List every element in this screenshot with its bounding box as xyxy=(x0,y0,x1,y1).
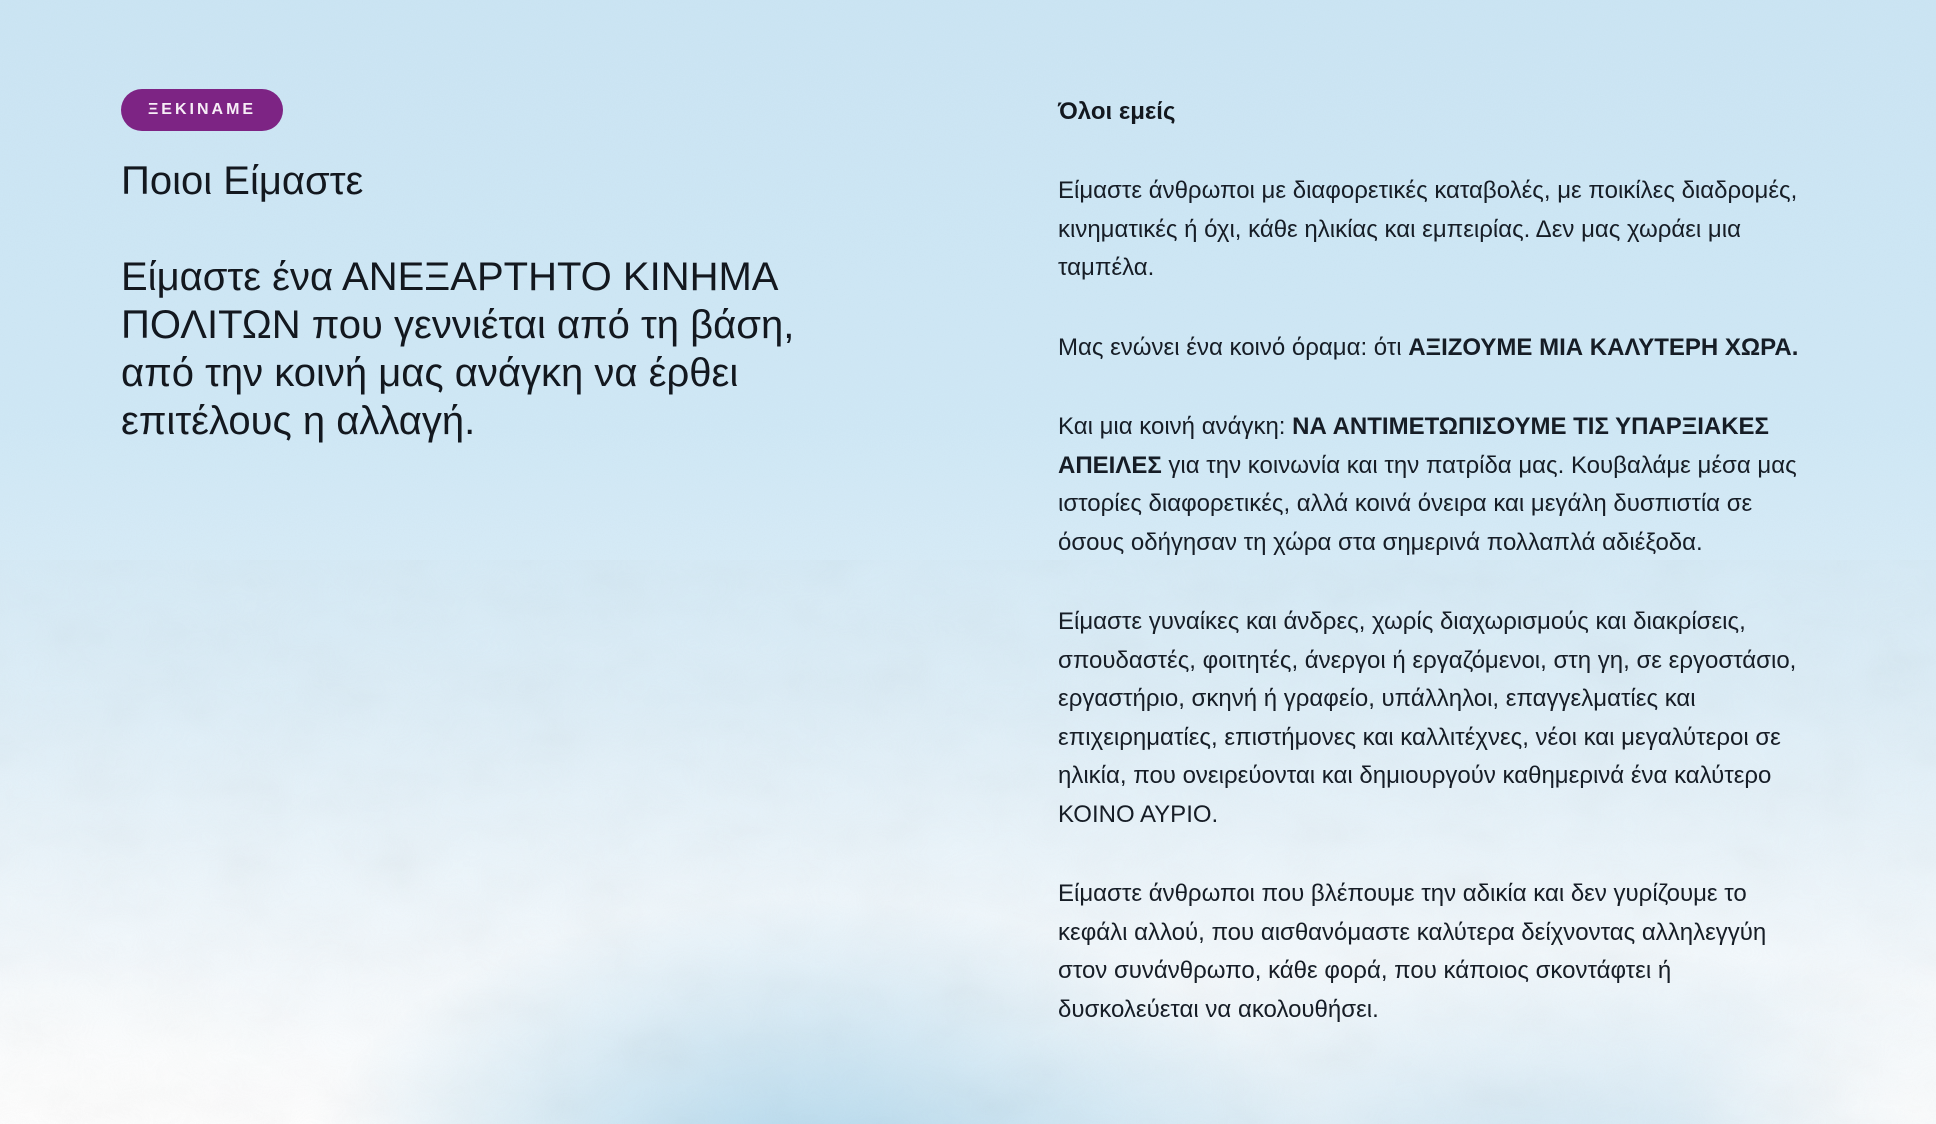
right-paragraphs xyxy=(1058,172,1813,1029)
text-run: Είμαστε γυναίκες και άνδρες, χωρίς διαχωρισμούς και διακρίσεις, σπουδαστές, φοιτητές, άνεργοι ή εργαζόμενοι, στη γη, σε εργοστάσιο, εργαστήριο, σκηνή ή γραφείο, υπάλληλοι, επαγγελματίες και επιχειρηματίες, επιστήμονες και καλλιτέχνες, νέοι και μεγαλύτεροι σε ηλικία, που ονειρεύονται και δημιουργούν καθημερινά ένα καλύτερο ΚΟΙΝΟ ΑΥΡΙΟ. xyxy=(1058,608,1797,828)
body-paragraph xyxy=(1058,329,1813,368)
section-heading: Όλοι εμείς xyxy=(1058,98,1176,125)
page-title: Ποιοι Είμαστε xyxy=(121,159,364,203)
body-paragraph xyxy=(1058,408,1813,562)
body-paragraph xyxy=(1058,603,1813,834)
xekiname-badge[interactable] xyxy=(121,89,283,131)
bold-text-run: ΝΑ ΑΝΤΙΜΕΤΩΠΙΣΟΥΜΕ ΤΙΣ ΥΠΑΡΞΙΑΚΕΣ ΑΠΕΙΛΕΣ xyxy=(1058,413,1769,479)
text-run: Είμαστε άνθρωποι που βλέπουμε την αδικία και δεν γυρίζουμε το κεφάλι αλλού, που αισθανόμαστε καλύτερα δείχνοντας αλληλεγγύη στον συνάνθρωπο, κάθε φορά, που κάποιος σκοντάφτει ή δυσκολεύεται να ακολουθήσει. xyxy=(1058,880,1767,1023)
text-run: για την κοινωνία και την πατρίδα μας. Κουβαλάμε μέσα μας ιστορίες διαφορετικές, αλλά κοινά όνειρα και μεγάλη δυσπιστία σε όσους οδήγησαν τη χώρα στα σημερινά πολλαπλά αδιέξοδα. xyxy=(1058,451,1797,556)
text-run: Μας ενώνει ένα κοινό όραμα: ότι xyxy=(1058,333,1409,361)
intro-section xyxy=(121,89,891,445)
body-paragraph xyxy=(1058,875,1813,1029)
who-we-are-section xyxy=(1058,92,1813,1029)
text-run: Είμαστε άνθρωποι με διαφορετικές καταβολές, με ποικίλες διαδρομές, κινηματικές ή όχι, κάθε ηλικίας και εμπειρίας. Δεν μας χωράει μια ταμπέλα. xyxy=(1058,177,1798,281)
text-run: Και μια κοινή ανάγκη: xyxy=(1058,413,1293,440)
xekiname-badge-label: ΞΕΚΙΝΑΜΕ xyxy=(148,101,257,118)
bold-text-run: ΑΞΙΖΟΥΜΕ ΜΙΑ ΚΑΛΥΤΕΡΗ ΧΩΡΑ. xyxy=(1408,333,1799,361)
body-paragraph xyxy=(1058,172,1813,288)
intro-lede: Είμαστε ένα ΑΝΕΞΑΡΤΗΤΟ ΚΙΝΗΜΑ ΠΟΛΙΤΩΝ που γεννιέται από τη βάση, από την κοινή μας ανάγκη να έρθει επιτέλους η αλλαγή. xyxy=(121,255,795,443)
